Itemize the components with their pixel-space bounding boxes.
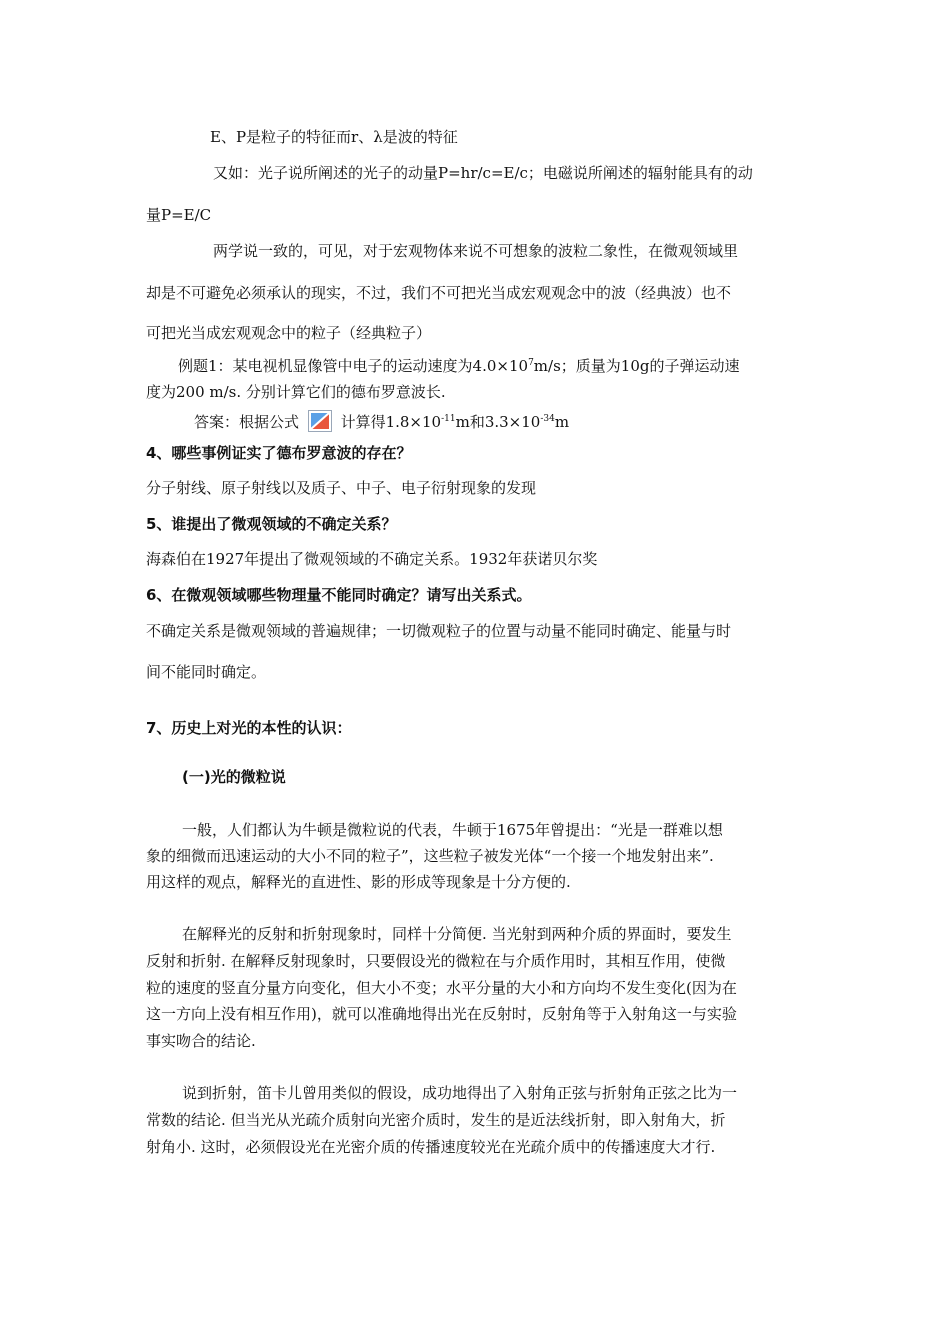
example-1-line-1 xyxy=(178,356,739,376)
section-corpuscular-heading: (一)光的微粒说 xyxy=(182,768,286,786)
line-duality-3: 可把光当成宏观观念中的粒子（经典粒子） xyxy=(146,324,432,342)
answer-exponent-2: -34 xyxy=(540,414,555,424)
answer-6-line-2: 间不能同时确定。 xyxy=(146,663,267,681)
example-1-exponent: 7 xyxy=(528,358,534,368)
paragraph-line: 用这样的观点，解释光的直进性、影的形成等现象是十分方便的. xyxy=(146,873,571,891)
paragraph-line: 说到折射，笛卡儿曾用类似的假设，成功地得出了入射角正弦与折射角正弦之比为一 xyxy=(182,1084,738,1102)
question-7-heading: 7、历史上对光的本性的认识： xyxy=(146,719,352,737)
answer-result: 计算得1.8×10 xyxy=(340,413,442,431)
line-duality-2: 却是不可避免必须承认的现实，不过，我们不可把光当成宏观观念中的波（经典波）也不 xyxy=(146,284,732,302)
paragraph-line: 事实吻合的结论. xyxy=(146,1032,256,1050)
answer-result-2: m和3.3×10 xyxy=(455,413,541,431)
paragraph-line: 射角小. 这时，必须假设光在光密介质的传播速度较光在光疏介质中的传播速度大才行. xyxy=(146,1138,716,1156)
answer-4: 分子射线、原子射线以及质子、中子、电子衍射现象的发现 xyxy=(146,479,537,497)
answer-exponent-1: -11 xyxy=(441,414,456,424)
answer-line xyxy=(194,410,569,432)
paragraph-line: 一般，人们都认为牛顿是微粒说的代表，牛顿于1675年曾提出：“光是一群难以想 xyxy=(182,821,723,839)
paragraph-line: 粒的速度的竖直分量方向变化，但大小不变；水平分量的大小和方向均不发生变化(因为在 xyxy=(146,979,737,997)
example-1-text-tail: m/s；质量为10g的子弹运动速 xyxy=(533,357,740,375)
example-1-line-2: 度为200 m/s. 分别计算它们的德布罗意波长. xyxy=(146,383,446,401)
paragraph-line: 这一方向上没有相互作用)，就可以准确地得出光在反射时，反射角等于入射角这一与实验 xyxy=(146,1005,737,1023)
line-photon-momentum-cont: 量P=E/C xyxy=(146,206,212,224)
paragraph-line: 反射和折射. 在解释反射现象时，只要假设光的微粒在与介质作用时，其相互作用，使微 xyxy=(146,952,726,970)
paragraph-line: 在解释光的反射和折射现象时，同样十分简便. 当光射到两种介质的界面时，要发生 xyxy=(182,925,732,943)
question-6-heading: 6、在微观领域哪些物理量不能同时确定？请写出关系式。 xyxy=(146,586,532,604)
answer-lead: 答案：根据公式 xyxy=(194,413,300,431)
formula-image-icon xyxy=(308,410,332,432)
answer-5: 海森伯在1927年提出了微观领域的不确定关系。1932年获诺贝尔奖 xyxy=(146,550,598,568)
line-particle-wave-features: E、P是粒子的特征而r、λ是波的特征 xyxy=(210,128,458,146)
line-duality-1: 两学说一致的，可见，对于宏观物体来说不可想象的波粒二象性，在微观领域里 xyxy=(213,242,739,260)
question-4-heading: 4、哪些事例证实了德布罗意波的存在？ xyxy=(146,444,412,462)
example-1-text: 例题1：某电视机显像管中电子的运动速度为4.0×10 xyxy=(178,357,529,375)
paragraph-line: 象的细微而迅速运动的大小不同的粒子”，这些粒子被发光体“一个接一个地发射出来”. xyxy=(146,847,714,865)
question-5-heading: 5、谁提出了微观领域的不确定关系？ xyxy=(146,515,397,533)
answer-unit: m xyxy=(554,413,570,431)
line-photon-momentum: 又如：光子说所阐述的光子的动量P=hr/c=E/c；电磁说所阐述的辐射能具有的动 xyxy=(213,164,753,182)
paragraph-line: 常数的结论. 但当光从光疏介质射向光密介质时，发生的是近法线折射，即入射角大，折 xyxy=(146,1111,726,1129)
answer-6-line-1: 不确定关系是微观领域的普遍规律；一切微观粒子的位置与动量不能同时确定、能量与时 xyxy=(146,622,732,640)
